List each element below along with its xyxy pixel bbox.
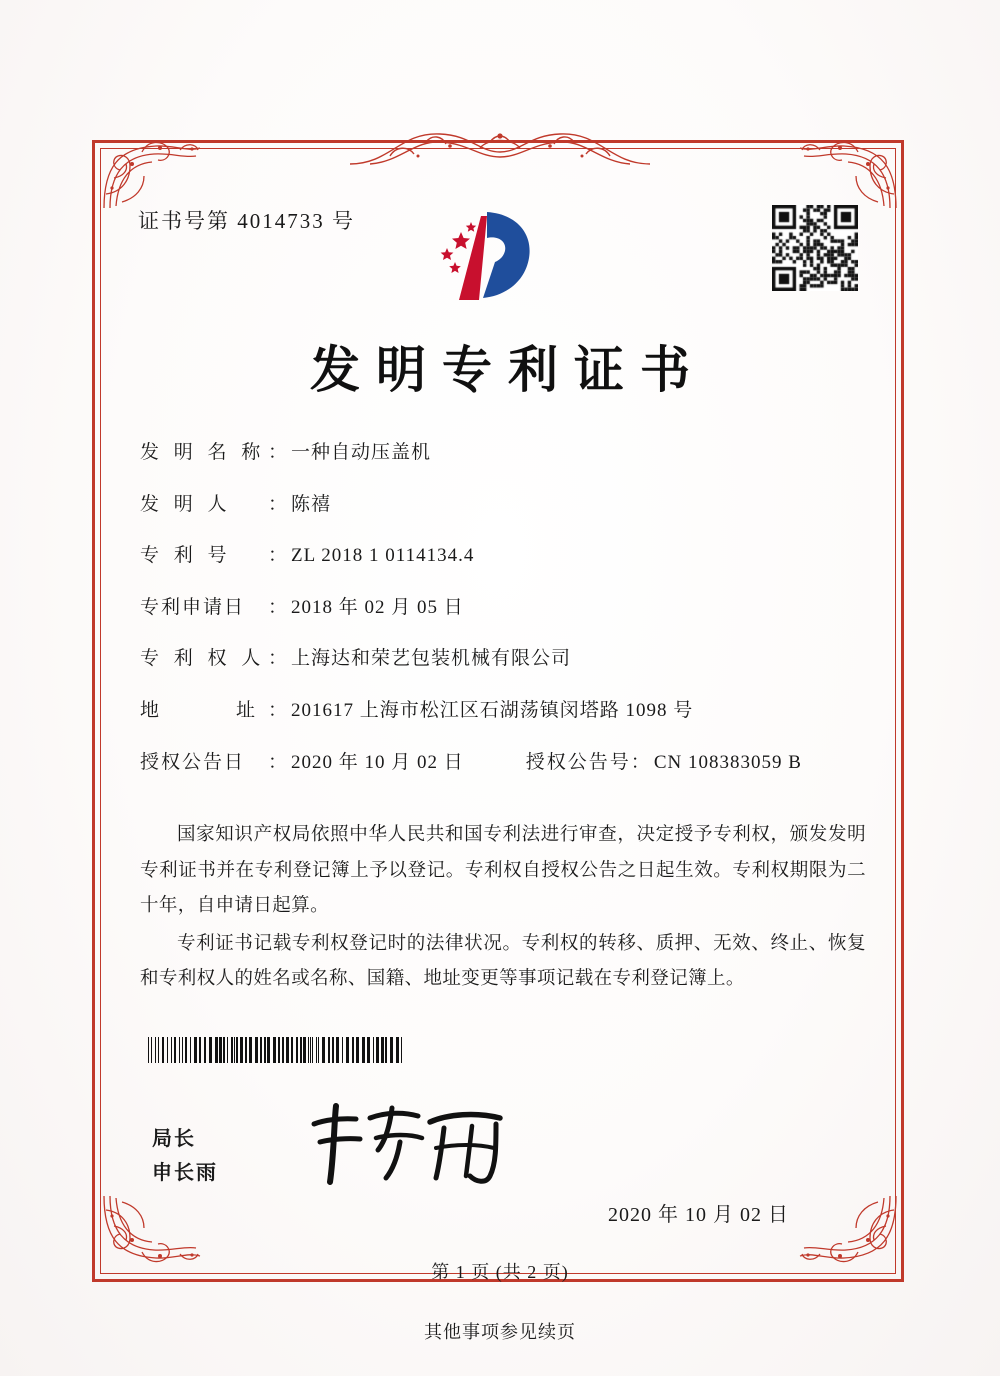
field-row-patentee xyxy=(140,646,870,673)
barcode xyxy=(148,1037,406,1063)
legal-paragraph-1: 国家知识产权局依照中华人民共和国专利法进行审查，决定授予专利权，颁发发明专利证书并在专利登记簿上予以登记。专利权自授权公告之日起生效。专利权期限为二十年，自申请日起算。 xyxy=(140,825,866,917)
legal-paragraph-2: 专利证书记载专利权登记时的法律状况。专利权的转移、质押、无效、终止、恢复和专利权人的姓名或名称、国籍、地址变更等事项记载在专利登记簿上。 xyxy=(140,933,866,990)
field-label: 地 址 xyxy=(140,699,261,721)
qr-code xyxy=(772,205,858,291)
field-value: 2020 年 10 月 02 日 xyxy=(291,751,464,773)
field-value: 陈禧 xyxy=(291,493,332,515)
field-list xyxy=(140,440,870,801)
field-colon: ： xyxy=(268,648,288,670)
signature-title: 局长 xyxy=(152,1128,196,1150)
field-label: 专 利 权 人 xyxy=(140,648,266,670)
ornament-top-center-icon xyxy=(330,112,670,172)
issue-date: 2020 年 10 月 02 日 xyxy=(608,1204,789,1226)
field-value: 2018 年 02 月 05 日 xyxy=(291,596,464,618)
cnipa-logo-icon xyxy=(425,200,545,310)
field-label: 专利申请日 xyxy=(140,596,246,618)
field-value: 201617 上海市松江区石湖荡镇闵塔路 1098 号 xyxy=(291,699,694,721)
field-row-inventor xyxy=(140,492,870,519)
field-colon: ： xyxy=(268,493,288,515)
field-value-announcement-number: CN 108383059 B xyxy=(653,751,802,773)
field-row-invention-name xyxy=(140,440,870,467)
field-row-application-date xyxy=(140,595,870,622)
field-label: 发 明 人 xyxy=(140,493,232,515)
signature-block xyxy=(152,1122,218,1190)
field-colon: ： xyxy=(268,545,288,567)
page-title: 发明专利证书 xyxy=(310,340,706,399)
field-colon: ： xyxy=(268,596,288,618)
signature-name: 申长雨 xyxy=(152,1162,218,1184)
field-colon: ： xyxy=(630,751,650,773)
field-label: 专 利 号 xyxy=(140,545,232,567)
field-value: ZL 2018 1 0114134.4 xyxy=(291,545,475,567)
field-label: 授权公告日 xyxy=(140,751,246,773)
footnote: 其他事项参见续页 xyxy=(424,1322,576,1342)
field-row-address xyxy=(140,698,870,725)
field-value: 一种自动压盖机 xyxy=(291,442,432,463)
certificate-number: 证书号第 4014733 号 xyxy=(138,209,355,233)
field-label: 发 明 名 称 xyxy=(140,442,266,463)
field-row-grant-announcement xyxy=(140,750,870,777)
handwritten-signature-icon xyxy=(300,1098,530,1190)
page-number: 第 1 页 (共 2 页) xyxy=(431,1262,569,1282)
legal-text-block xyxy=(140,818,866,1000)
field-colon: ： xyxy=(268,442,288,463)
field-label-announcement-number: 授权公告号 xyxy=(525,751,631,773)
field-row-patent-number xyxy=(140,543,870,570)
field-colon: ： xyxy=(268,699,288,721)
field-colon: ： xyxy=(268,751,288,773)
field-value: 上海达和荣艺包装机械有限公司 xyxy=(291,648,572,670)
